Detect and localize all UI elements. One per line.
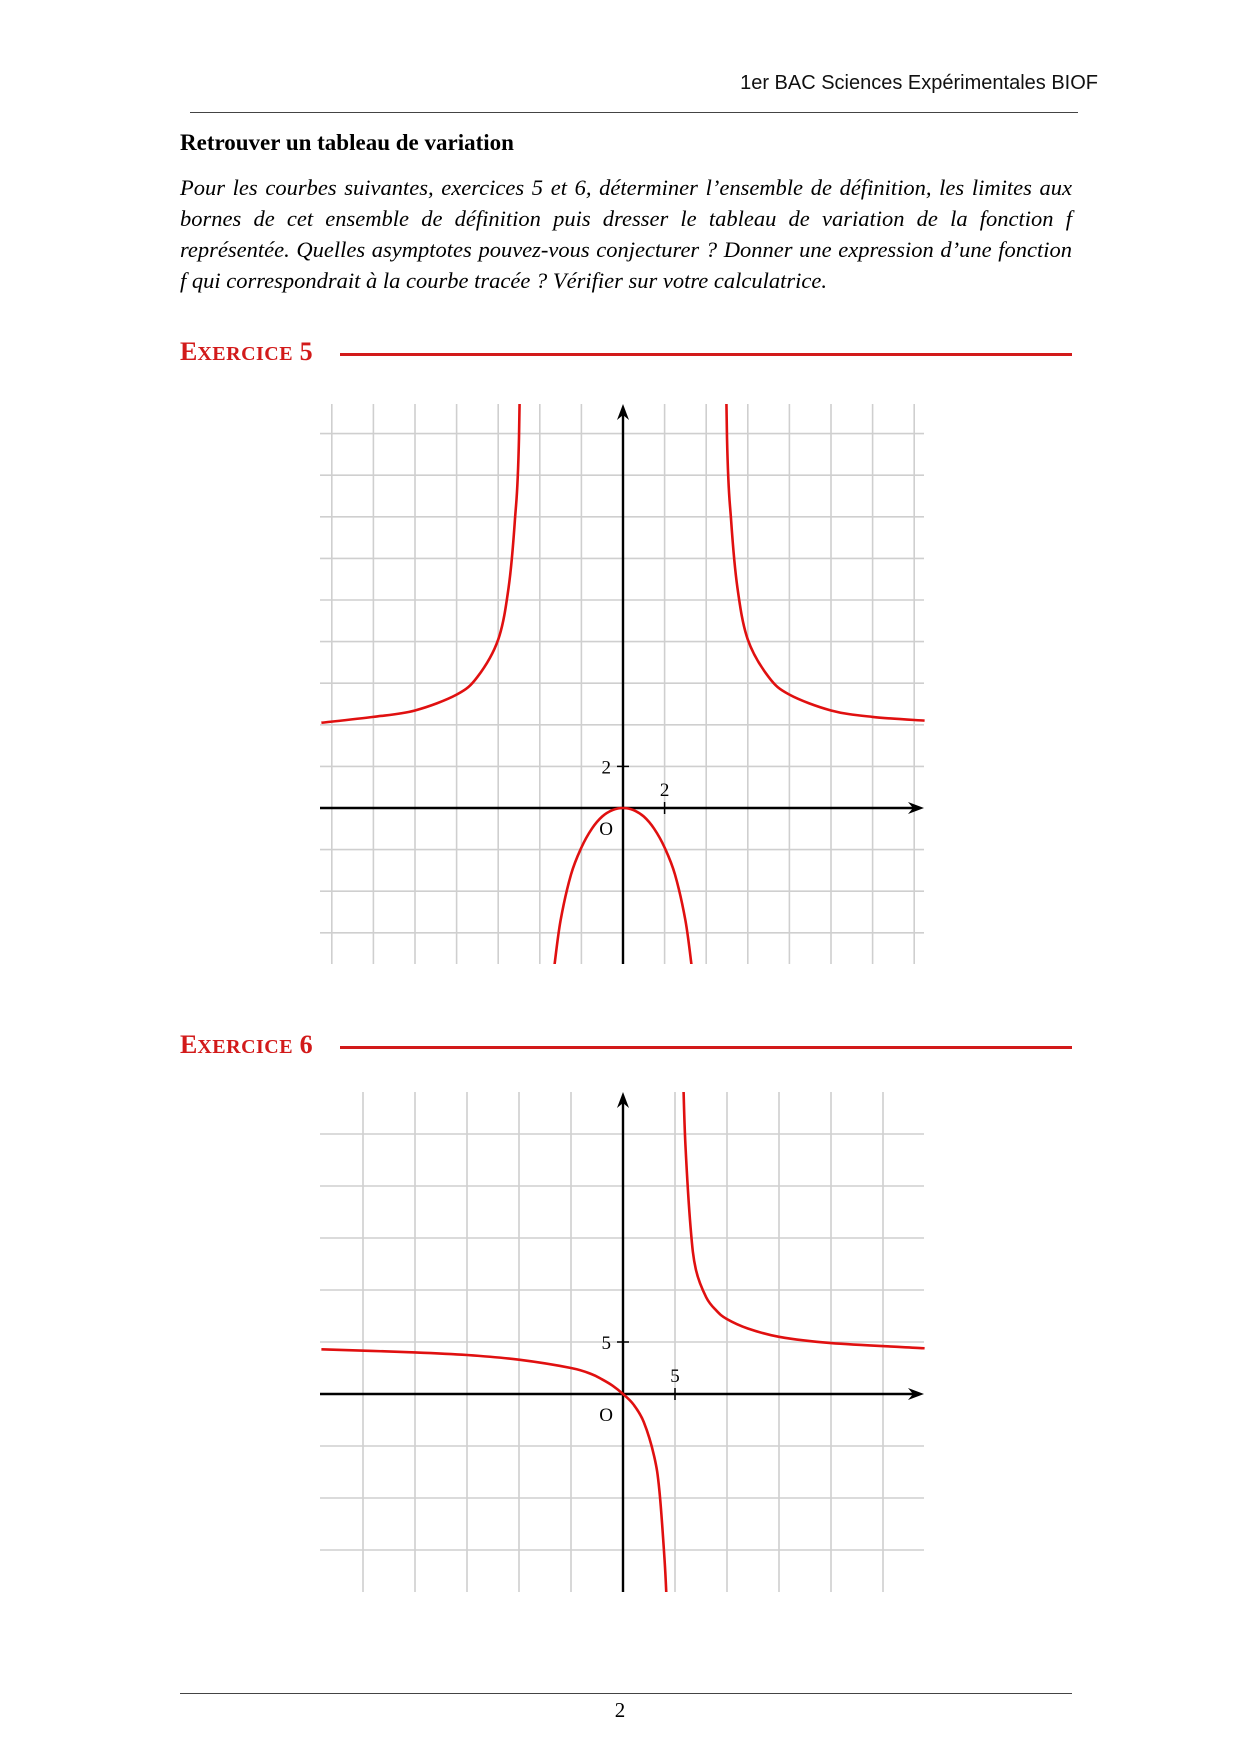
header-title: 1er BAC Sciences Expérimentales BIOF <box>740 72 1098 94</box>
y-tick-label: 5 <box>601 1333 611 1354</box>
curve-branch-2 <box>683 1082 924 1348</box>
exercise-number: 5 <box>299 337 313 366</box>
curve-branch-1 <box>321 1349 666 1602</box>
origin-label: O <box>599 1405 613 1426</box>
x-tick-label: 2 <box>659 780 670 801</box>
exercise-number: 6 <box>299 1030 313 1059</box>
exercise-label-first: E <box>180 1030 198 1059</box>
footer-rule <box>180 1693 1072 1694</box>
x-tick-label: 5 <box>670 1366 680 1387</box>
instructions-paragraph: Pour les courbes suivantes, exercices 5 et 6, déterminer l’ensemble de définition, les limites aux bornes de cet ensemble de définition puis dresser le tableau de variation de la fonction f représentée. Quelles asymptotes pouvez-vous conjecturer ? Donner une expression d’une fonction f qui correspondrait à la courbe tracée ? Vérifier sur votre calculatrice. <box>180 175 1072 293</box>
origin-label: O <box>599 819 613 840</box>
y-tick-label: 2 <box>601 757 611 779</box>
exercise-label-first: E <box>180 337 198 366</box>
exercise-label-rest: XERCICE <box>197 1036 294 1058</box>
exercise-label-rest: XERCICE <box>197 343 294 365</box>
section-title: Retrouver un tableau de variation <box>180 130 514 155</box>
page-number: 2 <box>614 1698 626 1722</box>
